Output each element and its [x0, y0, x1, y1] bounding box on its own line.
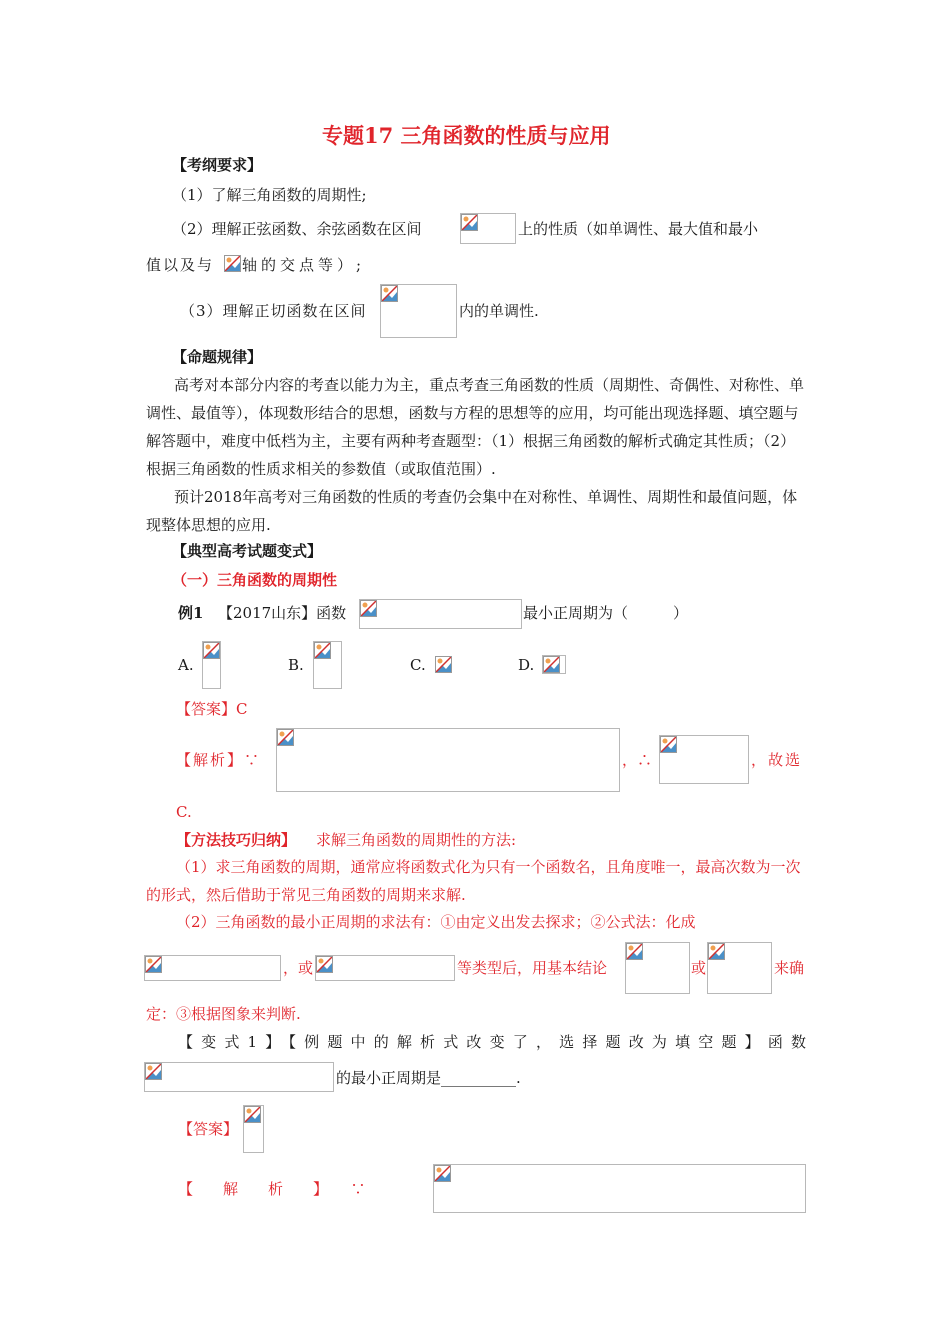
- image-placeholder-icon: [626, 943, 643, 960]
- example-1-label: 例1: [178, 604, 204, 622]
- option-b-image: [313, 641, 342, 689]
- page-title: 专题17 三角函数的性质与应用: [322, 123, 611, 148]
- image-placeholder-icon: [360, 600, 377, 617]
- method-paragraph-2-part-b: ，或: [283, 959, 314, 977]
- option-d-label: D.: [518, 656, 535, 674]
- requirement-2-part-b: 上的性质（如单调性、最大值和最小: [518, 220, 759, 238]
- formula-image-period-formula-2: [707, 942, 772, 994]
- rule-paragraph-1: 高考对本部分内容的考查以能力为主，重点考查三角函数的性质（周期性、奇偶性、对称性、单调性、最值等），体现数形结合的思想，函数与方程的思想等的应用，均可能出现选择题、填空题与解答题中，难度中低档为主，主要有两种考查题型：（1）根据三角函数的解析式确定其性质；（2）根据三角函数的性质求相关的参数值（或取值范围）.: [146, 376, 805, 478]
- answer-1: 【答案】C: [176, 700, 248, 718]
- rule-paragraph-2: 预计2018年高考对三角函数的性质的考查仍会集中在对称性、单调性、周期性和最值问题，体现整体思想的应用.: [146, 488, 798, 534]
- image-placeholder-icon: [224, 255, 241, 272]
- image-placeholder-icon: [277, 729, 294, 746]
- variant-1-heading: 【变式1】【例题中的解析式改变了，选择题改为填空题】函数: [178, 1033, 806, 1051]
- rule-heading: 【命题规律】: [172, 348, 263, 366]
- image-placeholder-icon: [381, 285, 398, 302]
- formula-image-example-1-function: [359, 599, 522, 629]
- method-paragraph-2-part-d: 或: [691, 959, 707, 977]
- option-b-label: B.: [288, 656, 304, 674]
- analysis-1-part-a: 【解析】∵: [176, 751, 262, 769]
- requirement-3-part-b: 内的单调性.: [459, 302, 539, 320]
- requirement-1: （1）了解三角函数的周期性;: [172, 186, 367, 204]
- formula-image-tan-interval: [380, 284, 457, 338]
- image-placeholder-icon: [316, 956, 333, 973]
- requirements-heading: 【考纲要求】: [172, 156, 263, 174]
- method-paragraph-2-part-e: 来确: [774, 959, 805, 977]
- formula-image-cosine-form: [315, 955, 455, 981]
- requirement-3-part-a: （3）理解正切函数在区间: [180, 302, 367, 320]
- formula-image-analysis-1-period: [659, 735, 749, 784]
- method-heading: 【方法技巧归纳】: [176, 831, 297, 849]
- formula-image-answer-2: [243, 1105, 264, 1153]
- analysis-1-part-c: ，故选: [751, 751, 803, 769]
- formula-image-sine-form: [144, 955, 281, 981]
- option-a-image: [202, 641, 221, 689]
- image-placeholder-icon: [145, 1063, 162, 1080]
- image-placeholder-icon: [145, 956, 162, 973]
- example-1-source: 【2017山东】函数: [218, 604, 347, 622]
- image-placeholder-icon: [434, 1165, 451, 1182]
- formula-image-axis: [224, 255, 241, 273]
- method-paragraph-2-part-a: （2）三角函数的最小正周期的求法有：①由定义出发去探求；②公式法：化成: [176, 913, 696, 931]
- analysis-2: 【 解 析 】 ∵: [178, 1180, 366, 1198]
- image-placeholder-icon: [314, 642, 331, 659]
- image-placeholder-icon: [203, 642, 220, 659]
- requirement-2-part-a: （2）理解正弦函数、余弦函数在区间: [172, 220, 422, 238]
- requirement-2-part-c: 值以及与: [146, 256, 215, 274]
- image-placeholder-icon: [244, 1106, 261, 1123]
- formula-image-period-formula-1: [625, 942, 690, 994]
- method-paragraph-2-part-f: 定：③根据图象来判断.: [146, 1005, 301, 1023]
- method-intro: 求解三角函数的周期性的方法:: [316, 831, 517, 849]
- answer-2: 【答案】: [178, 1120, 239, 1138]
- image-placeholder-icon: [435, 656, 452, 673]
- option-c-image: [435, 656, 450, 673]
- method-paragraph-1: （1）求三角函数的周期，通常应将函数式化为只有一个函数名，且角度唯一，最高次数为一次的形式，然后借助于常见三角函数的周期来求解.: [146, 858, 801, 904]
- analysis-1-part-b: ，∴: [622, 751, 653, 769]
- analysis-1-part-d: C.: [176, 803, 192, 821]
- option-c-label: C.: [410, 656, 426, 674]
- image-placeholder-icon: [708, 943, 725, 960]
- option-a-label: A.: [178, 656, 194, 674]
- method-paragraph-2-part-c: 等类型后，用基本结论: [457, 959, 608, 977]
- image-placeholder-icon: [543, 656, 560, 673]
- formula-image-analysis-1-derivation: [276, 728, 620, 792]
- image-placeholder-icon: [660, 736, 677, 753]
- formula-image-analysis-2-derivation: [433, 1164, 806, 1213]
- requirement-2-part-d: 轴的交点等）;: [242, 256, 366, 274]
- variant-1-question-tail: 的最小正周期是__________.: [336, 1069, 521, 1087]
- formula-image-interval: [460, 213, 516, 244]
- image-placeholder-icon: [461, 214, 478, 231]
- option-d-image: [542, 655, 566, 674]
- example-1-question-tail: 最小正周期为（ ）: [523, 604, 689, 622]
- formula-image-variant-1-function: [144, 1062, 334, 1092]
- typical-heading: 【典型高考试题变式】: [172, 542, 323, 560]
- subsection-heading-periodicity: （一）三角函数的周期性: [172, 571, 338, 589]
